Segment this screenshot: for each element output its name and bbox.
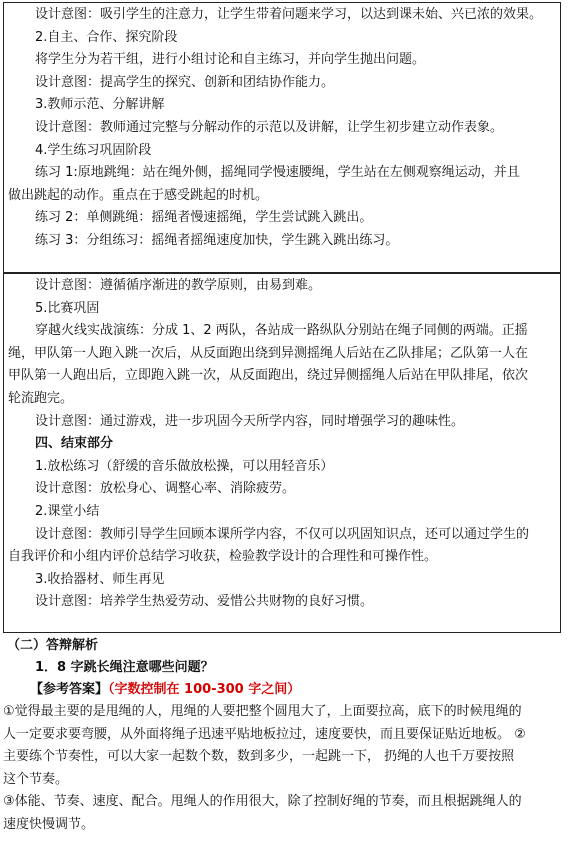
box1-line: 设计意图：教师通过完整与分解动作的示范以及讲解，让学生初步建立动作表象。 bbox=[35, 119, 504, 135]
box2-line: 设计意图：放松身心、调整心率、消除疲劳。 bbox=[35, 481, 296, 497]
answer-heading bbox=[3, 679, 561, 701]
section-heading: （二）答辩解析 bbox=[7, 638, 99, 653]
question-title: 1．8 字跳长绳注意哪些问题？ bbox=[35, 660, 214, 675]
box1-line: 4.学生练习巩固阶段 bbox=[35, 142, 152, 158]
box2-line: 甲队第一人跑出后，立即跑入跳一次，从反面跑出，绕过异侧摇绳人后站在甲队排尾，依次 bbox=[8, 368, 529, 384]
box2-line: 设计意图：通过游戏，进一步巩固今天所学内容，同时增强学习的趣味性。 bbox=[35, 413, 465, 429]
box2-line: 四、结束部分 bbox=[35, 436, 114, 452]
box1-line: 做出跳起的动作。重点在于感受跳起的时机。 bbox=[8, 187, 269, 203]
answer-line: 人一定要求要弯腰，从外面将绳子迅速平贴地板拉过，速度要快，而且要保证贴近地板。 ② bbox=[3, 726, 526, 742]
answer-line: ①觉得最主要的是甩绳的人，甩绳的人要把整个圆甩大了，上面要拉高，底下的时候甩绳的 bbox=[3, 704, 522, 719]
lesson-plan-table-part-1 bbox=[3, 2, 561, 273]
answer-section bbox=[3, 635, 561, 836]
answer-line: 速度快慢调节。 bbox=[3, 816, 95, 832]
box2-line: 设计意图：遵循循序渐进的教学原则，由易到难。 bbox=[35, 278, 322, 293]
box2-line: 3.收拾器材、师生再见 bbox=[35, 571, 165, 587]
box1-line: 设计意图：提高学生的探究、创新和团结协作能力。 bbox=[35, 74, 335, 90]
answer-line: ③体能、节奏、速度、配合。甩绳人的作用很大，除了控制好绳的节奏，而且根据跳绳人的 bbox=[3, 794, 522, 809]
answer-label: 【参考答案】 bbox=[30, 682, 109, 697]
box1-line: 练习 2：单侧跳绳：摇绳者慢速摇绳，学生尝试跳入跳出。 bbox=[35, 210, 373, 226]
box2-line: 绳，甲队第一人跑入跳一次后，从反面跑出绕到异测摇绳人后站在乙队排尾；乙队第一人在 bbox=[8, 345, 529, 361]
answer-line: 这个节奏。 bbox=[3, 771, 69, 787]
box1-line: 3.教师示范、分解讲解 bbox=[35, 97, 165, 113]
lesson-plan-table-part-2 bbox=[3, 273, 561, 633]
box2-line: 设计意图：教师引导学生回顾本课所学内容，不仅可以巩固知识点，还可以通过学生的 bbox=[35, 526, 530, 542]
box2-line: 穿越火线实战演练：分成 1、2 两队，各站成一路纵队分别站在绳子同侧的两端。正摇 bbox=[35, 323, 528, 339]
box1-line: 2.自主、合作、探究阶段 bbox=[35, 29, 178, 45]
box2-line: 自我评价和小组内评价总结学习收获，检验教学设计的合理性和可操作性。 bbox=[8, 549, 438, 565]
answer-body bbox=[3, 701, 561, 836]
box1-line: 练习 1:原地跳绳：站在绳外侧，摇绳同学慢速腰绳，学生站在左侧观察绳运动，并且 bbox=[35, 165, 520, 181]
answer-line: 主要练个节奏性，可以大家一起数个数，数到多少，一起跳一下， 扔绳的人也千万要按照 bbox=[3, 749, 515, 764]
box2-line: 2.课堂小结 bbox=[35, 503, 100, 519]
box2-line: 5.比赛巩固 bbox=[35, 300, 100, 316]
box2-line: 1.放松练习（舒缓的音乐做放松操，可以用轻音乐） bbox=[35, 458, 334, 474]
box1-line: 练习 3：分组练习：摇绳者摇绳速度加快，学生跳入跳出练习。 bbox=[35, 232, 399, 248]
answer-note: （字数控制在 100-300 字之间） bbox=[108, 682, 301, 697]
box1-line: 设计意图：吸引学生的注意力，让学生带着问题来学习，以达到课未始、兴已浓的效果。 bbox=[35, 7, 543, 22]
box2-line: 设计意图：培养学生热爱劳动、爱惜公共财物的良好习惯。 bbox=[35, 594, 374, 610]
box2-line: 轮流跑完。 bbox=[8, 390, 74, 406]
box1-line: 将学生分为若干组，进行小组讨论和自主练习，并向学生抛出问题。 bbox=[35, 52, 426, 68]
